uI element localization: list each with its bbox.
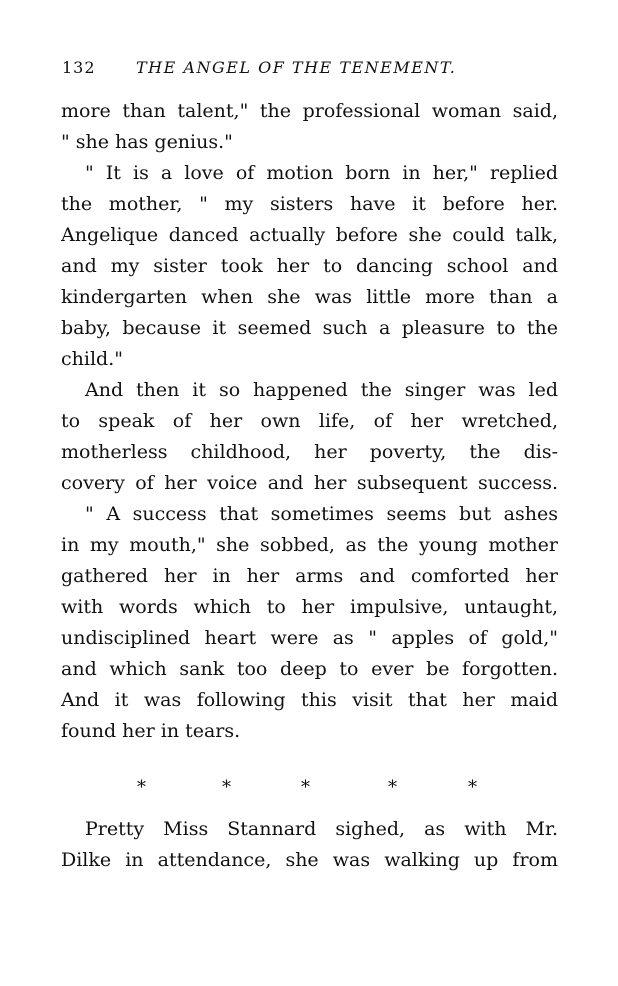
text-line: more than talent," the professional woman said, <box>61 100 558 122</box>
text-line: Pretty Miss Stannard sighed, as with Mr. <box>85 818 558 840</box>
main-text <box>61 96 558 747</box>
separator-asterisk: * <box>137 777 146 798</box>
text-line: " It is a love of motion born in her," replied <box>85 162 558 184</box>
separator-asterisk: * <box>301 777 310 798</box>
text-line: with words which to her impulsive, untaught, <box>61 596 558 618</box>
page-header <box>62 56 562 80</box>
text-line: to speak of her own life, of her wretched, <box>61 410 558 432</box>
separator-asterisk: * <box>388 777 397 798</box>
text-line: And it was following this visit that her maid <box>61 689 558 711</box>
text-line: kindergarten when she was little more than a <box>61 286 558 308</box>
text-line: the mother, " my sisters have it before her. <box>61 193 558 215</box>
text-line: And then it so happened the singer was led <box>85 379 558 401</box>
text-line: " she has genius." <box>61 131 233 153</box>
section-separator <box>61 776 558 800</box>
text-line: covery of her voice and her subsequent success. <box>61 472 558 494</box>
separator-asterisk: * <box>222 777 231 798</box>
page-number: 132 <box>62 58 96 77</box>
separator-asterisk: * <box>468 777 477 798</box>
text-line: baby, because it seemed such a pleasure to the <box>61 317 558 339</box>
text-line: and which sank too deep to ever be forgotten. <box>61 658 558 680</box>
text-line: " A success that sometimes seems but ashes <box>85 503 558 525</box>
text-line: Angelique danced actually before she could talk, <box>61 224 558 246</box>
text-line: child." <box>61 348 123 370</box>
text-line: motherless childhood, her poverty, the dis- <box>61 441 558 463</box>
text-line: Dilke in attendance, she was walking up from <box>61 849 558 871</box>
text-line: undisciplined heart were as " apples of gold," <box>61 627 558 649</box>
running-title: THE ANGEL OF THE TENEMENT. <box>136 58 457 77</box>
text-line: gathered her in her arms and comforted her <box>61 565 558 587</box>
text-line: found her in tears. <box>61 720 241 742</box>
text-line: in my mouth," she sobbed, as the young mother <box>61 534 558 556</box>
text-line: and my sister took her to dancing school and <box>61 255 558 277</box>
closing-text <box>61 814 558 876</box>
